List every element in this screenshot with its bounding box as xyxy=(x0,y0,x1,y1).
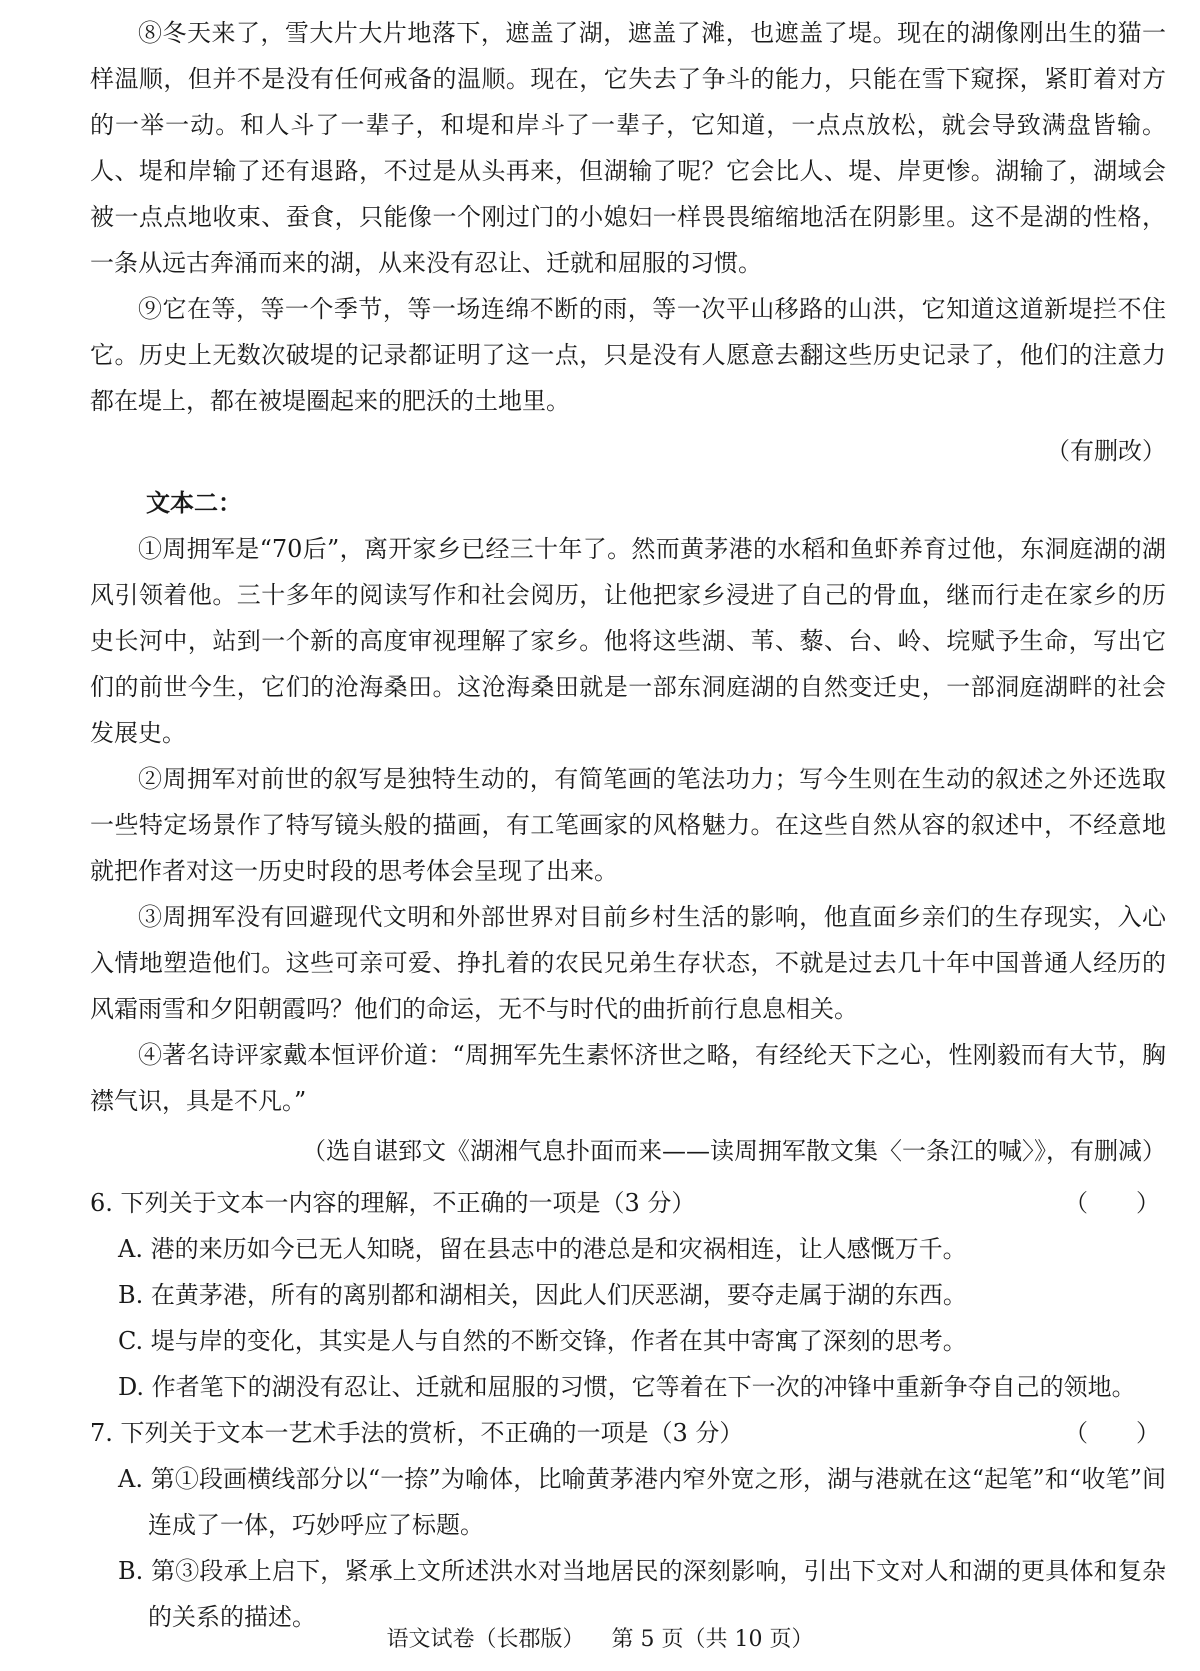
text1-source-note: （有删改） xyxy=(1046,437,1166,465)
question-7-option-a: A. 第①段画横线部分以“一捺”为喻体，比喻黄茅港内窄外宽之形，湖与港就在这“起笔”和“收笔”间连成了一体，巧妙呼应了标题。 xyxy=(118,1465,1166,1539)
question-7-answer-blank: （ ） xyxy=(1064,1419,1160,1447)
question-7-option-b: B. 第③段承上启下，紧承上文所述洪水对当地居民的深刻影响，引出下文对人和湖的更具体和复杂的关系的描述。 xyxy=(118,1557,1166,1631)
text2-paragraph-2: ②周拥军对前世的叙写是独特生动的，有简笔画的笔法功力；写今生则在生动的叙述之外还选取一些特定场景作了特写镜头般的描画，有工笔画家的风格魅力。在这些自然从容的叙述中，不经意地就把作者对这一历史时段的思考体会呈现了出来。 xyxy=(90,765,1166,885)
question-6-option-d: D. 作者笔下的湖没有忍让、迁就和屈服的习惯，它等着在下一次的冲锋中重新争夺自己的领地。 xyxy=(118,1373,1136,1401)
question-6-option-a: A. 港的来历如今已无人知晓，留在县志中的港总是和灾祸相连，让人感慨万千。 xyxy=(118,1235,967,1263)
text1-paragraph-9: ⑨它在等，等一个季节，等一场连绵不断的雨，等一次平山移路的山洪，它知道这道新堤拦不住它。历史上无数次破堤的记录都证明了这一点，只是没有人愿意去翻这些历史记录了，他们的注意力都在堤上，都在被堤圈起来的肥沃的土地里。 xyxy=(90,295,1166,415)
question-6-option-b: B. 在黄茅港，所有的离别都和湖相关，因此人们厌恶湖，要夺走属于湖的东西。 xyxy=(118,1281,967,1309)
text2-source-note: （选自谌郅文《湖湘气息扑面而来——读周拥军散文集〈一条江的喊〉》，有删减） xyxy=(302,1137,1166,1165)
footer-exam-name: 语文试卷（长郡版） xyxy=(386,1627,585,1652)
text2-paragraph-1: ①周拥军是“70后”，离开家乡已经三十年了。然而黄茅港的水稻和鱼虾养育过他，东洞庭湖的湖风引领着他。三十多年的阅读写作和社会阅历，让他把家乡浸进了自己的骨血，继而行走在家乡的历史长河中，站到一个新的高度审视理解了家乡。他将这些湖、苇、藜、台、岭、垸赋予生命，写出它们的前世今生，它们的沧海桑田。这沧海桑田就是一部东洞庭湖的自然变迁史，一部洞庭湖畔的社会发展史。 xyxy=(90,535,1166,747)
text2-paragraph-3: ③周拥军没有回避现代文明和外部世界对目前乡村生活的影响，他直面乡亲们的生存现实，入心入情地塑造他们。这些可亲可爱、挣扎着的农民兄弟生存状态，不就是过去几十年中国普通人经历的风霜雨雪和夕阳朝霞吗？他们的命运，无不与时代的曲折前行息息相关。 xyxy=(90,903,1166,1023)
question-6 xyxy=(90,1180,1166,1410)
question-6-stem: 6. 下列关于文本一内容的理解，不正确的一项是（3 分） xyxy=(90,1189,696,1217)
exam-page xyxy=(90,10,1166,1640)
page-footer xyxy=(0,1622,1200,1653)
question-6-option-c: C. 堤与岸的变化，其实是人与自然的不断交锋，作者在其中寄寓了深刻的思考。 xyxy=(118,1327,967,1355)
question-6-answer-blank: （ ） xyxy=(1064,1189,1160,1217)
question-7-stem: 7. 下列关于文本一艺术手法的赏析，不正确的一项是（3 分） xyxy=(90,1419,744,1447)
text2-title: 文本二： xyxy=(146,488,242,517)
question-7 xyxy=(90,1410,1166,1640)
footer-page-number: 第 5 页（共 10 页） xyxy=(611,1627,814,1652)
text2-paragraph-4: ④著名诗评家戴本恒评价道：“周拥军先生素怀济世之略，有经纶天下之心，性刚毅而有大节，胸襟气识，具是不凡。” xyxy=(90,1041,1166,1115)
text1-paragraph-8: ⑧冬天来了，雪大片大片地落下，遮盖了湖，遮盖了滩，也遮盖了堤。现在的湖像刚出生的猫一样温顺，但并不是没有任何戒备的温顺。现在，它失去了争斗的能力，只能在雪下窥探，紧盯着对方的一举一动。和人斗了一辈子，和堤和岸斗了一辈子，它知道，一点点放松，就会导致满盘皆输。人、堤和岸输了还有退路，不过是从头再来，但湖输了呢？它会比人、堤、岸更惨。湖输了，湖域会被一点点地收束、蚕食，只能像一个刚过门的小媳妇一样畏畏缩缩地活在阴影里。这不是湖的性格，一条从远古奔涌而来的湖，从来没有忍让、迁就和屈服的习惯。 xyxy=(90,19,1166,277)
